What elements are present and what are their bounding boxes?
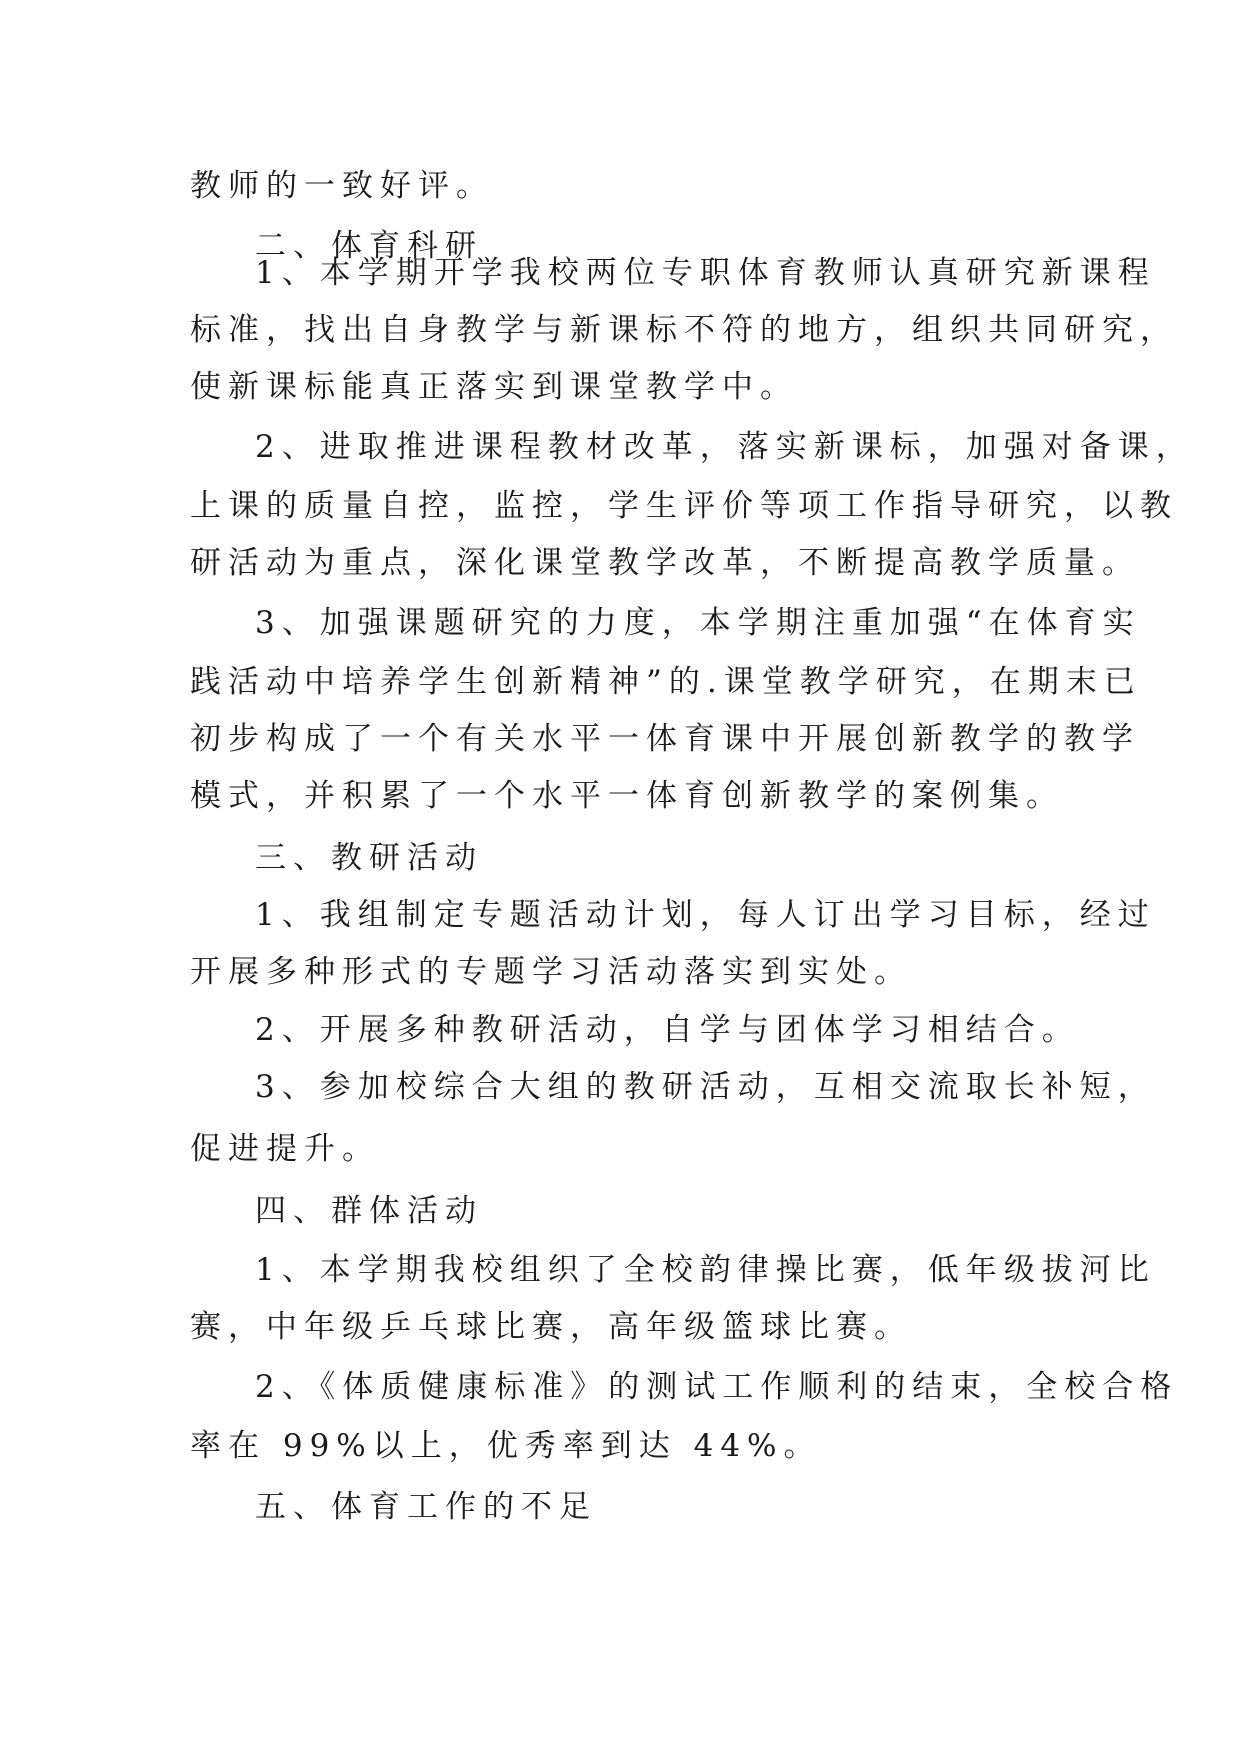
section-heading: 二、体育科研 [255, 228, 483, 264]
section-heading: 五、体育工作的不足 [255, 1489, 597, 1525]
text-line: 促进提升。 [190, 1131, 380, 1167]
text-line: 2、开展多种教研活动，自学与团体学习相结合。 [255, 1012, 1080, 1048]
text-line: 3、参加校综合大组的教研活动，互相交流取长补短， [255, 1069, 1156, 1105]
text-line: 标准，找出自身教学与新课标不符的地方，组织共同研究， [190, 312, 1178, 348]
text-line: 初步构成了一个有关水平一体育课中开展创新教学的教学 [190, 721, 1140, 757]
text-line: 3、加强课题研究的力度，本学期注重加强“在体育实 [255, 605, 1141, 641]
text-line: 1、本学期开学我校两位专职体育教师认真研究新课程 [255, 255, 1156, 291]
text-line: 上课的质量自控，监控，学生评价等项工作指导研究，以教 [190, 488, 1178, 524]
text-line: 开展多种形式的专题学习活动落实到实处。 [190, 954, 912, 990]
text-line: 率在 99%以上，优秀率到达 44%。 [190, 1428, 822, 1464]
section-heading: 三、教研活动 [255, 840, 483, 876]
text-line: 模式，并积累了一个水平一体育创新教学的案例集。 [190, 778, 1064, 814]
text-line: 研活动为重点，深化课堂教学改革，不断提高教学质量。 [190, 545, 1140, 581]
text-line: 践活动中培养学生创新精神”的.课堂教学研究，在期末已 [190, 664, 1142, 700]
text-line: 1、本学期我校组织了全校韵律操比赛，低年级拔河比 [255, 1252, 1156, 1288]
section-heading: 四、群体活动 [255, 1193, 483, 1229]
text-line: 使新课标能真正落实到课堂教学中。 [190, 369, 798, 405]
text-line: 1、我组制定专题活动计划，每人订出学习目标，经过 [255, 897, 1156, 933]
text-line: 教师的一致好评。 [190, 168, 494, 204]
text-line: 2、进取推进课程教材改革，落实新课标，加强对备课， [255, 429, 1194, 465]
text-line: 赛，中年级乒乓球比赛，高年级篮球比赛。 [190, 1309, 912, 1345]
text-line: 2、《体质健康标准》的测试工作顺利的结束，全校合格 [255, 1369, 1179, 1405]
